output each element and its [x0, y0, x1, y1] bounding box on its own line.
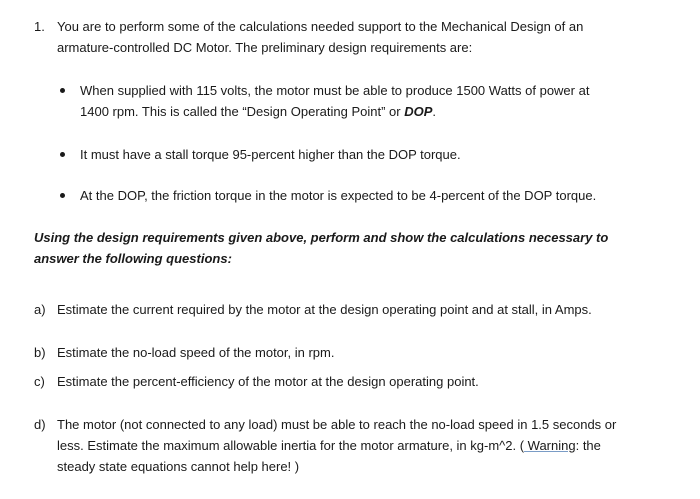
instruction-line-2: answer the following questions:	[34, 251, 232, 266]
part-d-line-2-text: less. Estimate the maximum allowable inertia for the motor armature, in kg-m^2. (	[57, 438, 525, 453]
part-d-line-3: steady state equations cannot help here! )	[57, 459, 300, 474]
bullet-marker	[60, 193, 65, 198]
requirement-2: It must have a stall torque 95-percent higher than the DOP torque.	[80, 147, 461, 162]
part-c-label: c)	[34, 374, 45, 389]
requirement-3: At the DOP, the friction torque in the motor is expected to be 4-percent of the DOP torque.	[80, 188, 597, 203]
part-d-label: d)	[34, 417, 46, 432]
requirement-1-line-2-text: 1400 rpm. This is called the “Design Operating Point” or	[80, 104, 405, 119]
dop-abbreviation: DOP	[404, 104, 433, 119]
part-a-label: a)	[34, 302, 46, 317]
part-a-text: Estimate the current required by the motor at the design operating point and at stall, in Amps.	[57, 302, 592, 317]
part-c-text: Estimate the percent-efficiency of the motor at the design operating point.	[57, 374, 479, 389]
warning-word: Warning	[524, 438, 576, 453]
bullet-marker	[60, 152, 65, 157]
part-d-line-1: The motor (not connected to any load) must be able to reach the no-load speed in 1.5 seconds or	[57, 417, 617, 432]
intro-line-2: armature-controlled DC Motor. The preliminary design requirements are:	[57, 40, 473, 55]
part-b-text: Estimate the no-load speed of the motor, in rpm.	[57, 345, 335, 360]
instruction-line-1: Using the design requirements given above, perform and show the calculations necessary to	[34, 230, 609, 245]
requirement-1-period: .	[432, 104, 436, 119]
requirement-1-line-1: When supplied with 115 volts, the motor must be able to produce 1500 Watts of power at	[80, 83, 590, 98]
bullet-marker	[60, 88, 65, 93]
requirement-1-line-2	[80, 101, 436, 122]
part-d-line-2-suffix: : the	[575, 438, 601, 453]
question-number: 1.	[34, 19, 45, 34]
intro-line-1: You are to perform some of the calculations needed support to the Mechanical Design of an	[57, 19, 584, 34]
part-b-label: b)	[34, 345, 46, 360]
part-d-line-2	[57, 435, 601, 456]
